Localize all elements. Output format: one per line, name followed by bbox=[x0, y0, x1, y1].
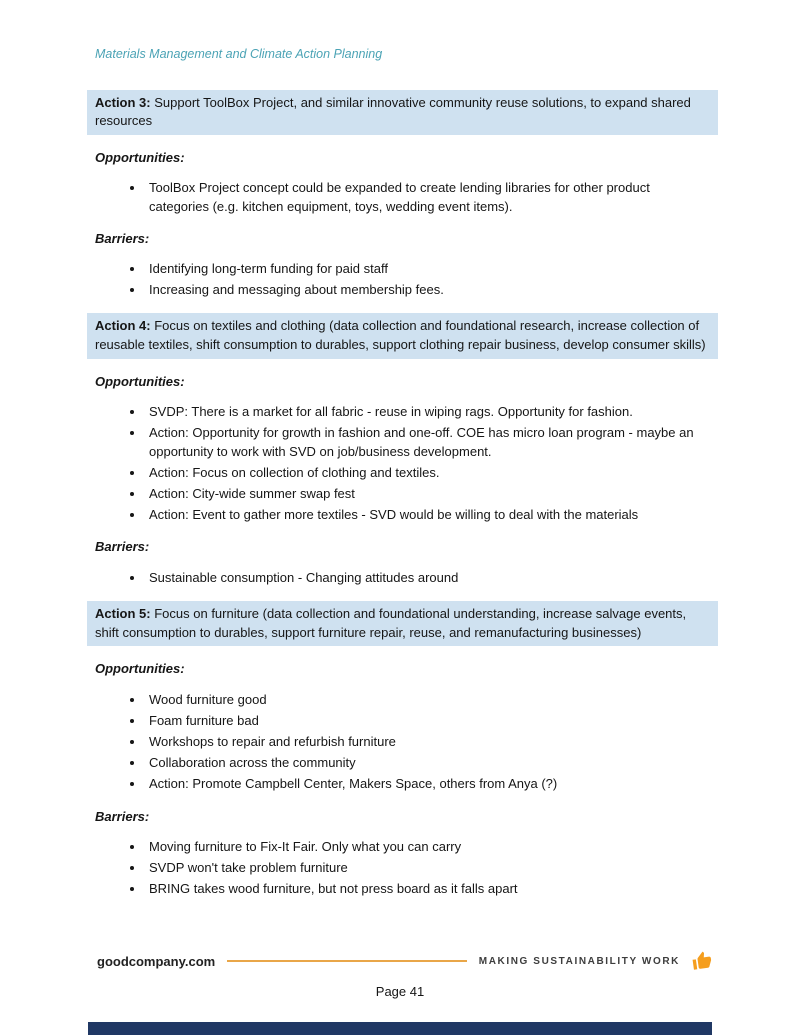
action-3-heading bbox=[87, 90, 718, 136]
footer-divider-line bbox=[227, 960, 467, 962]
opportunities-list bbox=[95, 691, 710, 794]
opportunities-heading: Opportunities: bbox=[95, 661, 185, 677]
action-4-text: Focus on textiles and clothing (data collection and foundational research, increase collection of reusable textiles, shift consumption to durables, support clothing repair business, develop consumer skills) bbox=[95, 318, 706, 353]
action-5-text: Focus on furniture (data collection and foundational understanding, increase salvage events, shift consumption to durables, support furniture repair, reuse, and remanufacturing businesses) bbox=[95, 605, 687, 640]
opportunities-heading: Opportunities: bbox=[95, 150, 185, 166]
barriers-heading: Barriers: bbox=[95, 230, 150, 246]
action-5-section bbox=[95, 601, 710, 899]
goodcompany-link[interactable]: goodcompany.com bbox=[97, 953, 216, 969]
barriers-list bbox=[95, 260, 710, 299]
bullet-item: • Sustainable consumption - Changing attitudes around bbox=[145, 569, 710, 587]
thumbs-up-icon bbox=[692, 951, 712, 971]
barriers-list bbox=[95, 838, 710, 899]
bullet-item: • Action: Event to gather more textiles - SVD would be willing to deal with the materials bbox=[145, 506, 710, 524]
running-header: Materials Management and Climate Action Planning bbox=[95, 47, 383, 61]
bullet-item: • Moving furniture to Fix-It Fair. Only what you can carry bbox=[145, 838, 710, 856]
action-3-section bbox=[95, 90, 710, 300]
next-page-edge-bar bbox=[88, 1022, 712, 1035]
barriers-heading: Barriers: bbox=[95, 539, 150, 555]
barriers-list bbox=[95, 569, 710, 587]
action-3-label: Action 3: bbox=[95, 94, 151, 110]
bullet-item: • Increasing and messaging about membership fees. bbox=[145, 281, 710, 299]
action-5-label: Action 5: bbox=[95, 605, 151, 621]
action-5-heading bbox=[87, 601, 718, 647]
action-4-section bbox=[95, 313, 710, 586]
bullet-item: • Identifying long-term funding for paid staff bbox=[145, 260, 710, 278]
page-number: Page 41 bbox=[375, 984, 425, 999]
bullet-item: • ToolBox Project concept could be expanded to create lending libraries for other product categories (e.g. kitchen equipment, toys, wedding event items). bbox=[145, 179, 710, 215]
footer-tagline: MAKING SUSTAINABILITY WORK bbox=[478, 955, 680, 967]
opportunities-list bbox=[95, 403, 710, 524]
bullet-item: • Action: Opportunity for growth in fashion and one-off. COE has micro loan program - maybe an opportunity to work with SVD on job/business development. bbox=[145, 424, 710, 460]
bullet-item: • Foam furniture bad bbox=[145, 712, 710, 730]
bullet-item: • Action: Promote Campbell Center, Makers Space, others from Anya (?) bbox=[145, 775, 710, 793]
bullet-item: • Workshops to repair and refurbish furniture bbox=[145, 733, 710, 751]
action-4-heading bbox=[87, 313, 718, 359]
opportunities-heading: Opportunities: bbox=[95, 374, 185, 389]
bullet-item: • Action: City-wide summer swap fest bbox=[145, 485, 710, 503]
bullet-item: • Collaboration across the community bbox=[145, 754, 710, 772]
bullet-item: • BRING takes wood furniture, but not press board as it falls apart bbox=[145, 880, 710, 898]
bullet-item: • Wood furniture good bbox=[145, 691, 710, 709]
bullet-item: • SVDP won't take problem furniture bbox=[145, 859, 710, 877]
opportunities-list bbox=[95, 179, 710, 215]
bullet-item: • SVDP: There is a market for all fabric - reuse in wiping rags. Opportunity for fashion. bbox=[145, 403, 710, 421]
action-4-label: Action 4: bbox=[95, 318, 151, 334]
bullet-item: • Action: Focus on collection of clothing and textiles. bbox=[145, 464, 710, 482]
page-footer bbox=[97, 951, 712, 971]
action-3-text: Support ToolBox Project, and similar innovative community reuse solutions, to expand shared resources bbox=[95, 94, 691, 129]
barriers-heading: Barriers: bbox=[95, 808, 150, 824]
